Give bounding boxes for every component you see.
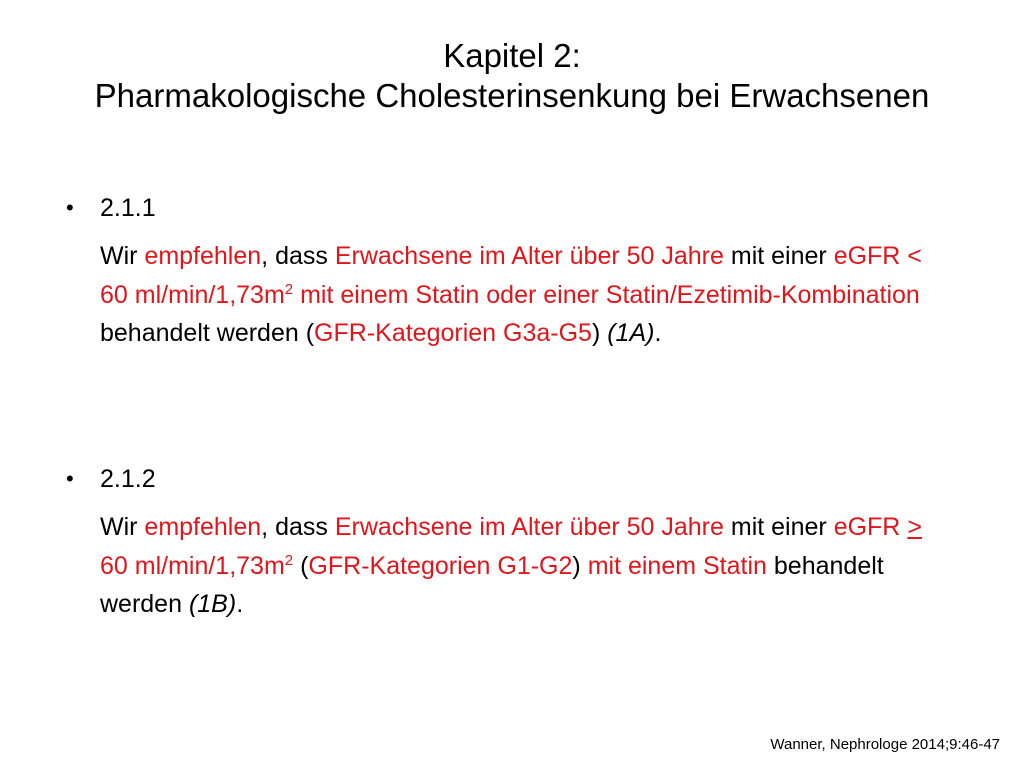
recommendation-2-1-1 bbox=[66, 189, 946, 353]
recommendation-number: 2.1.1 bbox=[100, 194, 156, 222]
recommendation-text bbox=[66, 237, 946, 353]
evidence-grade: (1B) bbox=[188, 590, 237, 618]
slide-title bbox=[0, 36, 1024, 116]
text-segment: . bbox=[236, 590, 244, 618]
bullet-icon: • bbox=[66, 195, 74, 220]
text-segment: ) bbox=[591, 319, 608, 347]
text-segment: Wir bbox=[100, 242, 145, 270]
recommendation-2-1-2 bbox=[66, 460, 946, 624]
text-highlight: mit einem Statin bbox=[587, 551, 767, 580]
text-highlight: 60 ml/min/1,73m bbox=[100, 551, 285, 580]
superscript: 2 bbox=[284, 280, 294, 298]
greater-equal-sign: > bbox=[907, 513, 922, 541]
text-highlight: GFR-Kategorien G1-G2 bbox=[308, 551, 573, 580]
bullet-row bbox=[66, 189, 946, 229]
text-highlight: mit einem Statin oder einer Statin/Ezetimib-Kombination bbox=[293, 280, 920, 309]
text-segment: mit einer bbox=[723, 242, 834, 270]
text-highlight: GFR-Kategorien G3a-G5 bbox=[314, 319, 592, 347]
text-highlight: eGFR bbox=[833, 513, 908, 541]
text-segment: mit einer bbox=[723, 513, 834, 541]
text-highlight: empfehlen bbox=[144, 242, 262, 270]
title-line-topic: Pharmakologische Cholesterinsenkung bei Erwachsenen bbox=[94, 77, 930, 114]
bullet-row bbox=[66, 460, 946, 500]
bullet-icon: • bbox=[66, 466, 74, 491]
text-highlight: eGFR < 60 ml/min/1,73m bbox=[100, 242, 922, 309]
title-line-chapter: Kapitel 2: bbox=[443, 37, 581, 74]
text-highlight: Erwachsene im Alter über 50 Jahre bbox=[334, 242, 724, 270]
text-segment: , dass bbox=[261, 242, 335, 270]
recommendation-number: 2.1.2 bbox=[100, 465, 156, 493]
citation: Wanner, Nephrologe 2014;9:46-47 bbox=[770, 736, 1000, 753]
text-highlight: Erwachsene im Alter über 50 Jahre bbox=[334, 513, 724, 541]
text-segment: ) bbox=[572, 551, 588, 580]
superscript: 2 bbox=[284, 551, 294, 569]
text-segment: behandelt werden ( bbox=[100, 319, 315, 347]
text-segment: , dass bbox=[261, 513, 335, 541]
text-segment: Wir bbox=[100, 513, 145, 541]
text-segment: . bbox=[654, 319, 662, 347]
text-segment: ( bbox=[293, 551, 309, 580]
recommendation-text bbox=[66, 508, 946, 624]
text-highlight: empfehlen bbox=[144, 513, 262, 541]
text-segment: behandelt werden bbox=[100, 551, 884, 618]
evidence-grade: (1A) bbox=[607, 319, 655, 347]
